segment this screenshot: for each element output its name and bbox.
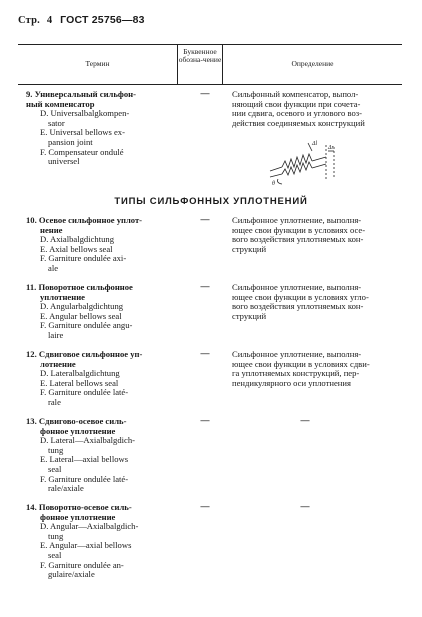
entry-title-line: ный компенсатор bbox=[26, 98, 95, 109]
translation-en: E. Axial bellows seal bbox=[40, 243, 113, 254]
translation-fr-cont: gulaire/axiale bbox=[48, 569, 95, 580]
translation-en-cont: seal bbox=[48, 463, 62, 474]
translation-fr: F. Compensateur ondulé bbox=[40, 146, 124, 157]
entry-title-line: Поворотно-осевое силь- bbox=[38, 502, 132, 512]
translation-fr: F. Garniture ondulée angu- bbox=[40, 320, 133, 331]
translation-de: D. Lateral—Axialbalgdich- bbox=[40, 435, 135, 446]
entry-term bbox=[26, 503, 178, 580]
definition-line: га уплотняемых конструкций, пер- bbox=[232, 368, 360, 379]
entry-number: 12. bbox=[26, 349, 37, 359]
table-header-rule bbox=[18, 84, 402, 85]
figure-label-theta: θ bbox=[272, 181, 275, 187]
entry-definition bbox=[232, 90, 400, 128]
translation-en: E. Universal bellows ex- bbox=[40, 127, 125, 138]
entry-title-line: уплотнение bbox=[40, 291, 85, 302]
translation-fr-cont: rale bbox=[48, 396, 61, 407]
translation-de: D. Angularbalgdichtung bbox=[40, 301, 124, 312]
translation-de: D. Lateralbalgdichtung bbox=[40, 368, 120, 379]
translation-fr-cont: ale bbox=[48, 262, 59, 273]
translation-fr: F. Garniture ondulée laté- bbox=[40, 387, 129, 398]
entry-number: 14. bbox=[26, 502, 37, 512]
entry-title-line: Сдвиговое сильфонное уп- bbox=[38, 349, 143, 359]
entry-number: 13. bbox=[26, 416, 37, 426]
translation-de-cont: sator bbox=[48, 117, 65, 128]
translation-en: E. Lateral—axial bellows bbox=[40, 454, 129, 465]
definition-line: нии сдвига, осевого и углового воз- bbox=[232, 108, 363, 119]
entry-number: 9. bbox=[26, 89, 33, 99]
entry-title-line: фонное уплотнение bbox=[40, 511, 116, 522]
translation-de-cont: tung bbox=[48, 530, 64, 541]
entry-definition bbox=[232, 283, 400, 321]
definition-line: ющее свои функции в условиях угло- bbox=[232, 291, 369, 302]
designation-dash: — bbox=[200, 281, 210, 291]
designation-dash: — bbox=[200, 88, 210, 98]
translation-en-cont: pansion joint bbox=[48, 136, 93, 147]
column-header-definition: Определение bbox=[291, 59, 334, 68]
entry-title-line: фонное уплотнение bbox=[40, 425, 116, 436]
definition-line: Сильфонное уплотнение, выполня- bbox=[232, 282, 362, 292]
definition-line: действия соединяемых конструкций bbox=[232, 117, 365, 128]
definition-line: пендикулярного оси уплотнения bbox=[232, 377, 351, 388]
definition-line: ющее свои функции в условиях сдви- bbox=[232, 358, 370, 369]
designation-dash: — bbox=[200, 348, 210, 358]
page-number: 4 bbox=[46, 15, 53, 26]
translation-en: E. Angular—axial bellows bbox=[40, 540, 132, 551]
entry-term bbox=[26, 90, 178, 167]
entry-title-line: Поворотное сильфонное bbox=[38, 282, 133, 292]
definition-line: Сильфонное уплотнение, выполня- bbox=[232, 349, 362, 359]
entry-title-line: Сдвигово-осевое силь- bbox=[38, 416, 127, 426]
translation-en-cont: seal bbox=[48, 549, 62, 560]
designation-dash: — bbox=[200, 415, 210, 425]
entry-title-line: Осевое сильфонное уплот- bbox=[38, 215, 143, 225]
translation-de: D. Angular—Axialbalgdich- bbox=[40, 521, 139, 532]
entry-number: 11. bbox=[26, 282, 37, 292]
definition-line: вого воздействия уплотняемых кон- bbox=[232, 301, 364, 312]
translation-de: D. Universalbalgkompen- bbox=[40, 108, 130, 119]
column-header-designation: Буквенное обозна-чение bbox=[178, 47, 222, 64]
page-header bbox=[18, 14, 145, 26]
table-top-rule bbox=[18, 44, 402, 45]
definition-line: струкций bbox=[232, 243, 267, 254]
designation-dash: — bbox=[200, 501, 210, 511]
section-title: ТИПЫ СИЛЬФОННЫХ УПЛОТНЕНИЙ bbox=[114, 196, 308, 207]
definition-line: вого воздействия уплотняемых кон- bbox=[232, 234, 364, 245]
entry-definition bbox=[232, 350, 400, 388]
translation-fr-cont: universel bbox=[48, 156, 80, 167]
entry-term bbox=[26, 350, 178, 408]
translation-de: D. Axialbalgdichtung bbox=[40, 234, 114, 245]
definition-dash: — bbox=[300, 415, 310, 425]
definition-line: няющий свои функции при сочета- bbox=[232, 98, 361, 109]
translation-fr: F. Garniture ondulée laté- bbox=[40, 473, 129, 484]
translation-en: E. Lateral bellows seal bbox=[40, 377, 119, 388]
entry-term bbox=[26, 216, 178, 274]
entry-term bbox=[26, 283, 178, 341]
entry-term bbox=[26, 417, 178, 494]
figure-label-dl: Δl bbox=[312, 141, 318, 147]
entry-title-line: лотнение bbox=[40, 358, 76, 369]
definition-dash: — bbox=[300, 501, 310, 511]
definition-line: Сильфонный компенсатор, выпол- bbox=[232, 89, 359, 99]
definition-line: Сильфонное уплотнение, выполня- bbox=[232, 215, 362, 225]
translation-en: E. Angular bellows seal bbox=[40, 310, 122, 321]
figure-label-dr: Δr bbox=[328, 145, 334, 151]
translation-de-cont: tung bbox=[48, 444, 64, 455]
translation-fr: F. Garniture ondulée an- bbox=[40, 559, 124, 570]
translation-fr-cont: rale/axiale bbox=[48, 483, 84, 494]
definition-line: ющее свои функции в условиях осе- bbox=[232, 224, 366, 235]
definition-line: струкций bbox=[232, 310, 267, 321]
standard-number: ГОСТ 25756—83 bbox=[60, 14, 145, 26]
designation-dash: — bbox=[200, 214, 210, 224]
bellows-compensator-sketch bbox=[268, 137, 348, 187]
translation-fr: F. Garniture ondulée axi- bbox=[40, 253, 127, 264]
entry-definition bbox=[232, 216, 400, 254]
page-prefix: Стр. bbox=[18, 15, 40, 26]
translation-fr-cont: laire bbox=[48, 329, 64, 340]
entry-title-line: Универсальный сильфон- bbox=[34, 89, 136, 99]
column-header-term: Термин bbox=[85, 59, 110, 68]
entry-number: 10. bbox=[26, 215, 37, 225]
entry-title-line: нение bbox=[40, 224, 63, 235]
